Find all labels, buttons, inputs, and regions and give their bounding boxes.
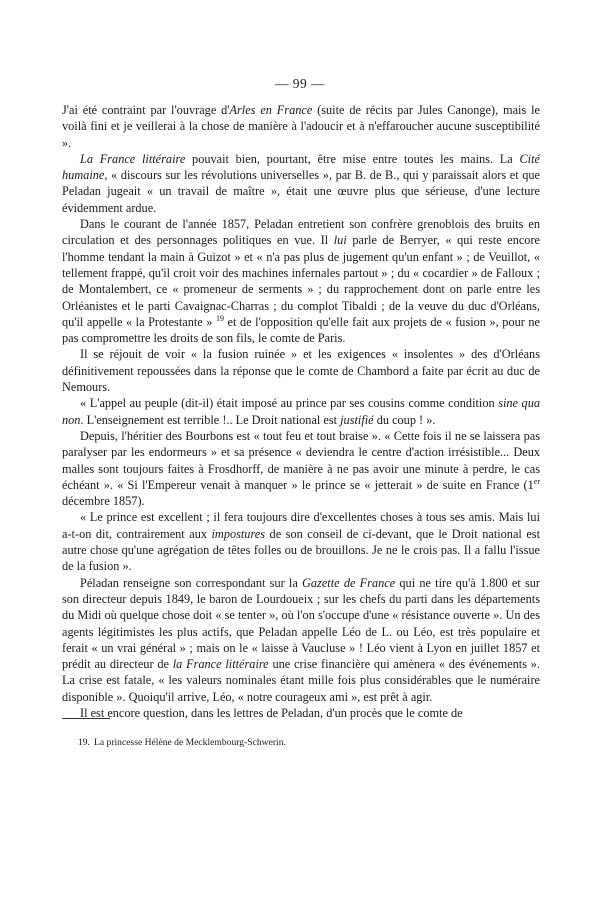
paragraph — [62, 151, 540, 216]
footnote-number: 19. — [78, 737, 90, 748]
body-text — [62, 102, 540, 721]
footnote-separator — [62, 718, 110, 719]
footnote-ref: 19 — [216, 313, 224, 323]
text-run: . L'enseignement est terrible !.. Le Droit national est — [80, 412, 341, 427]
text-run: « L'appel au peuple (dit-il) était imposé au prince par ses cousins comme condition — [80, 396, 499, 411]
page-number: — 99 — — [274, 76, 326, 91]
text-run: qui ne tire qu'à 1.800 et sur son directeur depuis 1849, le baron de Lourdoueix ; sur les chefs du parti dans les départements du Midi où quelque chose doit « se tenter », où l'on s'occupe d'une « résistance ouverte ». Un des agents légitimistes les plus actifs, que Peladan appelle Léo de L. ou Léo, est très populaire et ferait « un vrai général » ; mais on le « laisse à Vaucluse » ! Léo vient à Lyon en juillet 1857 et prédit au directeur de — [62, 575, 540, 672]
text-run: J'ai été contraint par l'ouvrage d' — [62, 103, 230, 117]
text-run: Depuis, l'héritier des Bourbons est « tout feu et tout braise ». « Cette fois il ne se laissera pas paralyser par les endormeurs » et sa présence « deviendra le centre d'action irrésistible... Deux malles sont toujours faites à Frosdhorff, de manière à ne pas avoir une minute à perdre, le cas échéant ». « Si l'Empereur venait à manquer » le prince se « jetterait » de suite en France (1 — [62, 428, 540, 492]
text-run: décembre 1857). — [62, 494, 145, 509]
text-run: Dans le courant de l'année 1857, Peladan entretient son confrère grenoblois des bruits en circulation et des personnages politiques en vue. Il — [62, 217, 540, 248]
paragraph — [62, 102, 540, 151]
text-run: sine qua non — [62, 396, 541, 427]
text-run: du coup ! ». — [373, 412, 436, 427]
text-run: impostures — [211, 526, 266, 541]
text-run: pouvait bien, pourtant, être mise entre toutes les mains. La — [185, 151, 520, 166]
text-run: La France littéraire — [80, 151, 186, 166]
paragraph — [62, 395, 540, 428]
paragraph — [62, 346, 540, 395]
text-run: une crise financière qui amènera « des événements ». La crise est fatale, « les valeurs nominales étant mille fois plus considérables que le numéraire disponible ». Quoiqu'il arrive, Léo, « notre courageux ami », est prêt à agir. — [62, 657, 541, 704]
paragraph — [62, 216, 540, 346]
text-run: et de l'opposition qu'elle fait aux projets de « fusion », pour ne pas compromettre les droits de son fils, le comte de Paris. — [62, 314, 540, 346]
text-run: Arles en France — [229, 103, 313, 117]
paragraph — [62, 575, 540, 705]
paragraph — [62, 428, 540, 509]
text-run: Il est encore question, dans les lettres de Peladan, d'un procès que le comte de — [80, 705, 463, 720]
text-run: (suite de récits par Jules Canonge), mais le voilà fini et je veillerai à la chose de manière à l'adoucir et à n'effaroucher aucune susceptibilité ». — [62, 103, 540, 150]
text-run: justifié — [340, 412, 374, 427]
footnote-ref: er — [533, 476, 540, 486]
text-run: lui — [333, 233, 347, 248]
paragraph — [62, 705, 540, 721]
paragraph — [62, 509, 540, 574]
text-run: Péladan renseigne son correspondant sur la — [80, 575, 303, 590]
footnote-text: La princesse Hélène de Mecklembourg-Schwerin. — [94, 737, 286, 748]
text-run: Il se réjouit de voir « la fusion ruinée » et les exigences « insolentes » des d'Orléans définitivement repoussées dans la réponse que le comte de Chambord a faite par écrit au duc de Nemours. — [62, 347, 540, 395]
text-run: de son conseil de ci-devant, que le Droit national est autre chose qu'une agrégation de têtes folles ou de brouillons. Je ne le crois pas. Il a fallu l'issue de la fusion ». — [62, 526, 541, 574]
footnote — [78, 737, 538, 749]
text-run: , « discours sur les révolutions universelles », par B. de B., qui y paraissait alors et que Peladan jugeait « un travail de maître », était une œuvre plus que sérieuse, d'une lecture évidemment ardue. — [62, 168, 540, 215]
text-run: Cité humaine — [62, 151, 540, 183]
text-run: parle de Berryer, « qui reste encore l'homme tendant la main à Guizot » et « n'a pas plus de jugement qu'un enfant » ; de Veuillot, « tellement frappé, qu'il croit voir des machines infernales partout » ; du « cocardier » de Falloux ; de Montalembert, ce « promeneur de serments » ; du rapprochement dont on parle entre les Orléanistes et le parti Cavaignac-Charras ; du complot Tibaldi ; de la veuve du duc d'Orléans, qu'il appelle « la Protestante » — [62, 233, 540, 329]
text-run: Gazette de France — [302, 575, 396, 590]
text-run: « Le prince est excellent ; il fera toujours dire d'excellentes choses à tous ses amis. Mais lui a-t-on dit, contrairement aux — [62, 510, 540, 541]
text-run: la France littéraire — [172, 657, 269, 672]
